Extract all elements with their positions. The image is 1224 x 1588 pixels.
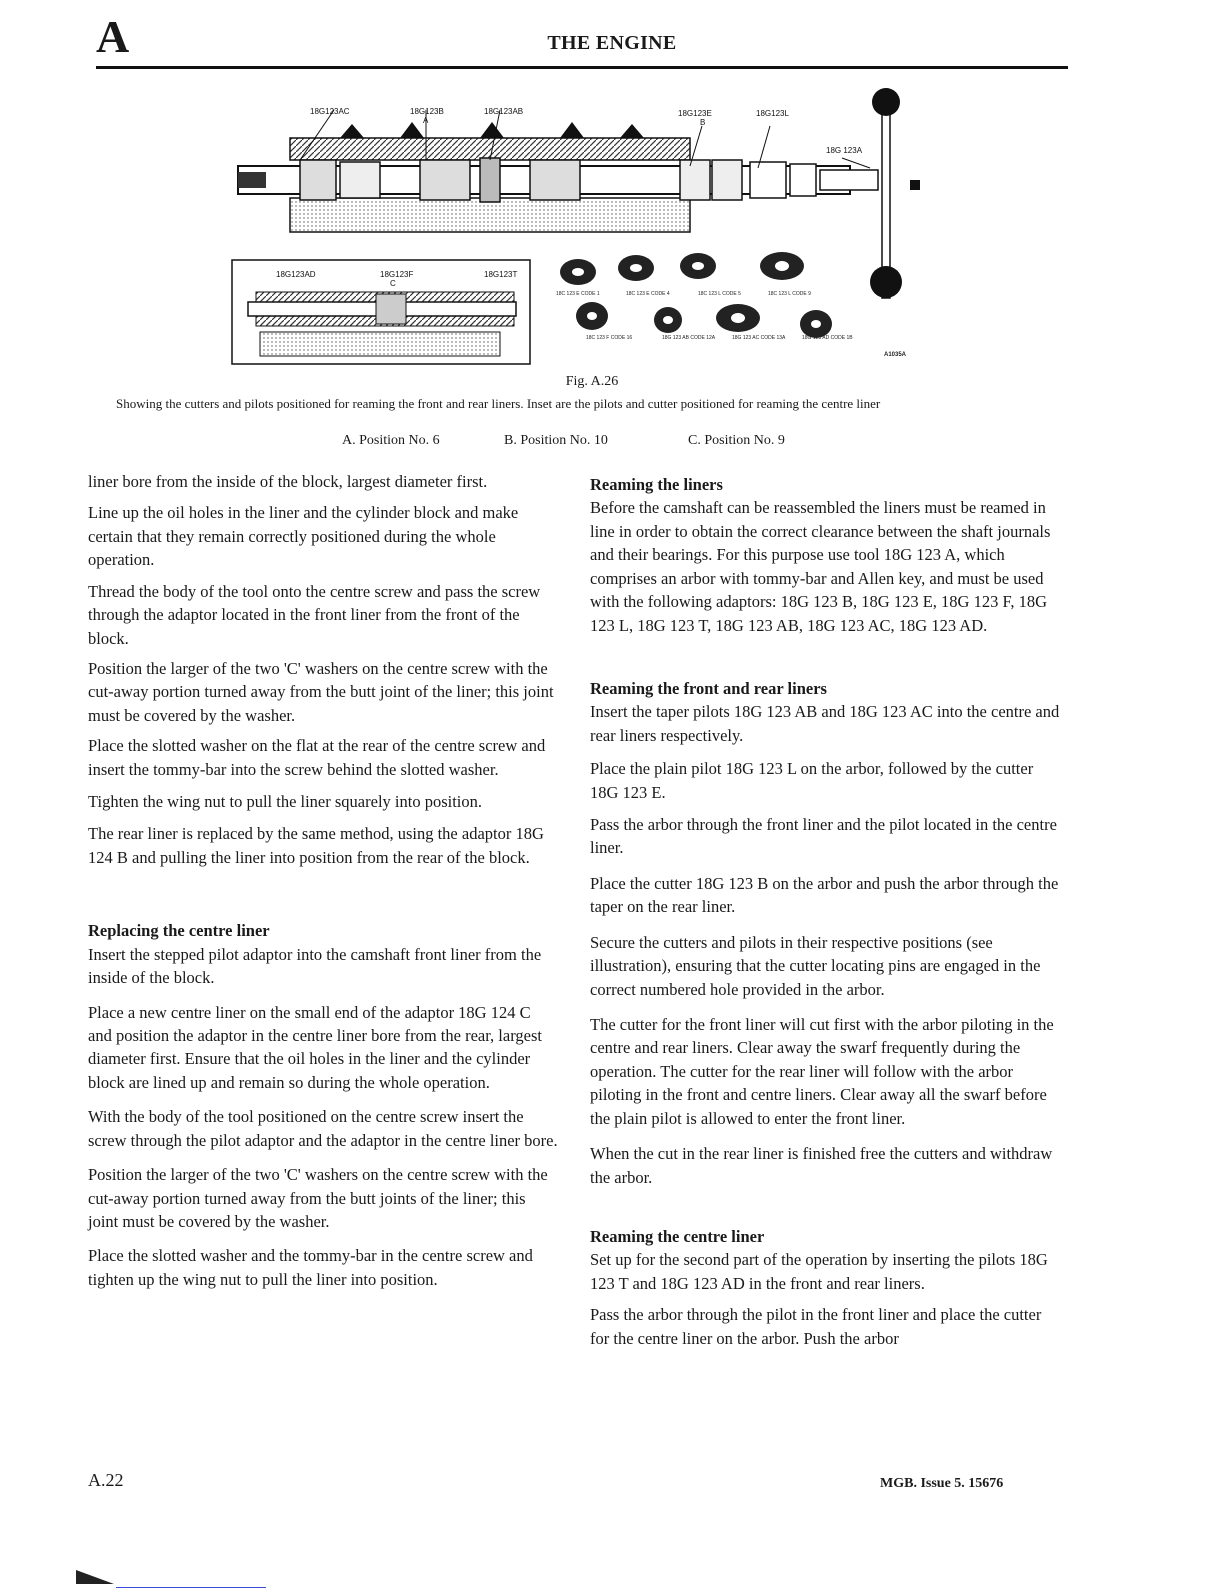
- position-a: A. Position No. 6: [342, 433, 440, 448]
- pilot-code: 18G 123 AB CODE 12A: [662, 335, 716, 341]
- paragraph: Before the camshaft can be reassembled the liners must be reamed in line in order to obtain the correct clearance between the shaft journals and their bearings. For this purpose use tool 18G 123 A, which comprises an arbor with tommy-bar and Allen key, and must be used with the following adaptors: 18G 123 B, 18G 123 E, 18G 123 F, 18G 123 L, 18G 123 T, 18G 123 AB, 18G 123 AC, 18G 123 AD.: [590, 498, 1051, 635]
- paragraph: Secure the cutters and pilots in their respective positions (see illustration), ensuring that the cutter locating pins are engaged in the correct numbered hole provided in the arbor.: [590, 932, 1041, 999]
- figure-label: 18G123L: [756, 109, 789, 118]
- cutter-code: 18C 123 L CODE 9: [768, 291, 811, 297]
- figure-number: Fig. A.26: [565, 374, 619, 389]
- figure-label: 18G123B: [410, 107, 444, 116]
- section-heading: Reaming the liners: [590, 475, 723, 494]
- marker-a: A: [423, 116, 429, 125]
- cutter-code: 18C 123 L CODE 5: [698, 291, 741, 297]
- page-title: THE ENGINE: [547, 32, 677, 54]
- paragraph: Place the cutter 18G 123 B on the arbor and push the arbor through the taper on the rear liner.: [590, 873, 1059, 917]
- paragraph: Pass the arbor through the pilot in the front liner and place the cutter for the centre liner on the arbor. Push the arbor: [590, 1305, 1042, 1348]
- figure-label: 18G123AD: [276, 270, 316, 279]
- paragraph: Line up the oil holes in the liner and the cylinder block and make certain that they remain correctly positioned during the whole operation.: [88, 503, 519, 570]
- pilot-code: 18C 123 F CODE 16: [586, 335, 633, 341]
- figure-label: 18G123T: [484, 270, 518, 279]
- position-c: C. Position No. 9: [688, 433, 785, 448]
- footer-reference: MGB. Issue 5. 15676: [880, 1476, 1004, 1491]
- header-rule: [96, 66, 1068, 69]
- page-number: A.22: [88, 1470, 124, 1490]
- figure-label: 18G 123A: [826, 146, 863, 155]
- paragraph: Place the slotted washer and the tommy-bar in the centre screw and tighten up the wing nut to pull the liner into position.: [88, 1246, 533, 1289]
- paragraph: Place the plain pilot 18G 123 L on the arbor, followed by the cutter 18G 123 E.: [590, 759, 1034, 802]
- cutter-code: 18C 123 E CODE 4: [626, 291, 670, 297]
- pilot-code: 18G 123 AC CODE 13A: [732, 335, 786, 341]
- figure-label: 18G123E: [678, 109, 712, 118]
- figure-reaming-tool: [230, 80, 930, 370]
- paragraph: Insert the taper pilots 18G 123 AB and 18G 123 AC into the centre and rear liners respectively.: [590, 702, 1060, 745]
- section-heading: Reaming the centre liner: [590, 1226, 765, 1246]
- cutter-code: 18C 123 E CODE 1: [556, 291, 600, 297]
- paragraph: liner bore from the inside of the block, largest diameter first.: [88, 472, 488, 491]
- paragraph: Tighten the wing nut to pull the liner squarely into position.: [88, 792, 482, 812]
- paragraph: Thread the body of the tool onto the centre screw and pass the screw through the adaptor located in the front liner from the front of the block.: [88, 581, 541, 648]
- figure-label: 18G123F: [380, 270, 414, 279]
- right-column: [590, 473, 1060, 1350]
- marker-c: C: [390, 279, 396, 288]
- figure-ref-code: A1035A: [884, 352, 907, 358]
- reaming-tool-illustration: [230, 80, 930, 370]
- position-b: B. Position No. 10: [504, 433, 608, 448]
- figure-label: 18G123AC: [310, 107, 350, 116]
- paragraph: The rear liner is replaced by the same method, using the adaptor 18G 124 B and pulling the liner into position from the rear of the block.: [88, 824, 544, 867]
- paragraph: Position the larger of the two 'C' washers on the centre screw with the cut-away portion turned away from the butt joint of the liner; this joint must be covered by the washer.: [88, 658, 554, 725]
- paragraph: Place the slotted washer on the flat at the rear of the centre screw and insert the tommy-bar into the screw behind the slotted washer.: [88, 736, 546, 779]
- paragraph: With the body of the tool positioned on the centre screw insert the screw through the pilot adaptor and the adaptor in the centre liner bore.: [88, 1107, 558, 1150]
- marker-b: B: [700, 118, 706, 127]
- section-heading: Replacing the centre liner: [88, 921, 270, 941]
- paragraph: Place a new centre liner on the small end of the adaptor 18G 124 C and position the adaptor in the centre liner bore from the rear, largest diameter first. Ensure that the oil holes in the liner and the cylinder block are lined up and remain so during the whole operation.: [88, 1002, 542, 1092]
- paragraph: Pass the arbor through the front liner and the pilot located in the centre liner.: [590, 815, 1057, 858]
- section-letter: A: [96, 11, 130, 62]
- figure-caption: Showing the cutters and pilots positioned for reaming the front and rear liners. Inset are the pilots and cutter positioned for reaming the centre liner: [116, 396, 881, 411]
- corner-arrow-icon: [74, 1568, 114, 1584]
- left-column: [88, 470, 558, 1291]
- figure-label: 18G123AB: [484, 107, 524, 116]
- section-heading: Reaming the front and rear liners: [590, 678, 827, 698]
- paragraph: The cutter for the front liner will cut first with the arbor piloting in the centre and rear liners. Clear away the swarf frequently during the operation. The cutter for the rear liner will follow with the arbor piloting in the front and centre liners. Clear away all the swarf before the plain pilot is allowed to enter the front liner.: [590, 1015, 1054, 1128]
- paragraph: Insert the stepped pilot adaptor into the camshaft front liner from the inside of the block.: [88, 944, 542, 988]
- paragraph: When the cut in the rear liner is finished free the cutters and withdraw the arbor.: [590, 1144, 1053, 1187]
- pilot-code: 18G 123 AD CODE 1B: [802, 335, 853, 341]
- paragraph: Set up for the second part of the operation by inserting the pilots 18G 123 T and 18G 123 AD in the front and rear liners.: [590, 1250, 1048, 1293]
- paragraph: Position the larger of the two 'C' washers on the centre screw with the cut-away portion turned away from the butt joints of the liner; this joint must be covered by the washer.: [88, 1165, 548, 1231]
